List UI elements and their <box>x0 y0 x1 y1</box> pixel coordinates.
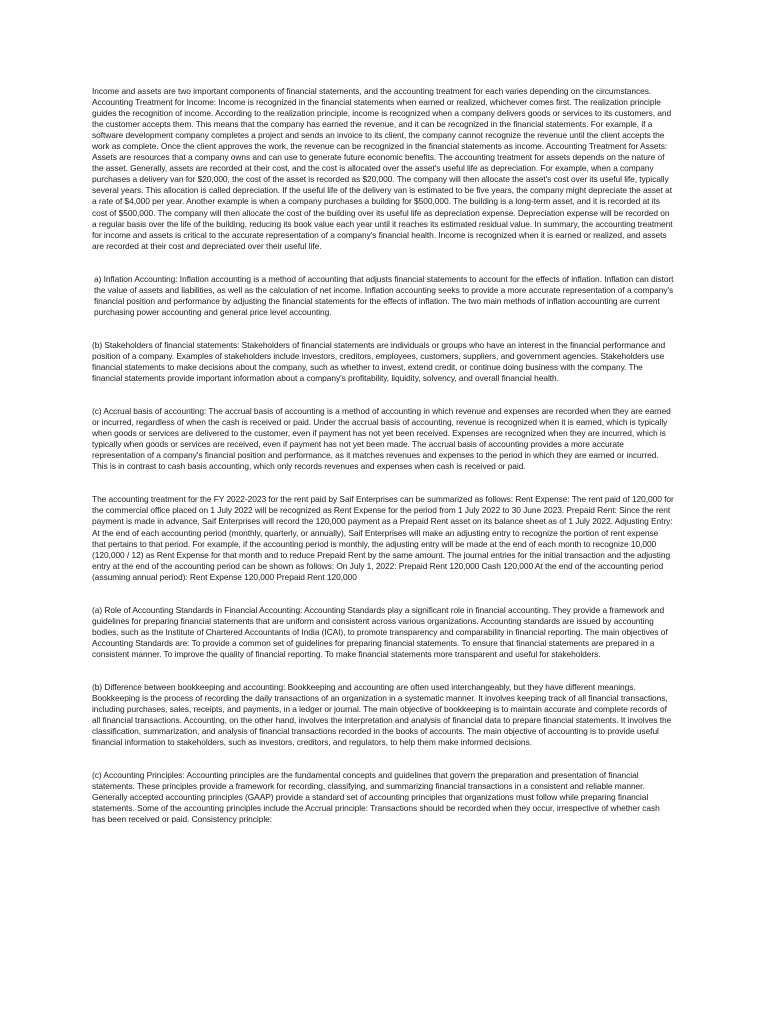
paragraph-accounting-standards: (a) Role of Accounting Standards in Financial Accounting: Accounting Standards play a significant role in financial accounting. They provide a framework and guidelines for preparing financial statements that are uniform and consistent across various organizations. Accounting standards are issued by accounting bodies, such as the Institute of Chartered Accountants of India (ICAI), to promote transparency and comparability in financial reporting. The main objectives of Accounting Standards are: To provide a common set of guidelines for preparing financial statements. To ensure that financial statements are prepared in a consistent manner. To improve the quality of financial reporting. To make financial statements more transparent and useful for stakeholders. <box>92 604 668 659</box>
paragraph-accounting-principles: (c) Accounting Principles: Accounting principles are the fundamental concepts and guidelines that govern the preparation and presentation of financial statements. These principles provide a framework for recording, classifying, and summarizing financial transactions in a consistent and reliable manner. Generally accepted accounting principles (GAAP) provide a standard set of accounting principles that organizations must follow while preparing financial statements. Some of the accounting principles include the Accrual principle: Transactions should be recorded when they occur, irrespective of whether cash has been received or paid. Consistency principle: <box>92 770 660 825</box>
paragraph-accrual-basis: (c) Accrual basis of accounting: The accrual basis of accounting is a method of accounting in which revenue and expenses are recorded when they are earned or incurred, regardless of when the cash is received or paid. Under the accrual basis of accounting, revenue is recognized when it is earned, which is typically when goods or services are delivered to the customer, even if payment has not yet been received. Expenses are recognized when they are incurred, which is typically when goods or services are received, even if payment has not yet been made. The accrual basis of accounting provides a more accurate representation of a company's financial position and performance, as it matches revenues and expenses to the period in which they are earned or incurred. This is in contrast to cash basis accounting, which only records revenues and expenses when cash is received or paid. <box>92 406 671 472</box>
paragraph-inflation-accounting: a) Inflation Accounting: Inflation accounting is a method of accounting that adjusts financial statements to account for the effects of inflation. Inflation can distort the value of assets and liabilities, as well as the calculation of net income. Inflation accounting seeks to provide a more accurate representation of a company's financial position and performance by adjusting the financial statements for the effects of inflation. The two main methods of inflation accounting are current purchasing power accounting and general price level accounting. <box>94 273 674 317</box>
document-page <box>92 86 674 847</box>
paragraph-stakeholders: (b) Stakeholders of financial statements: Stakeholders of financial statements are individuals or groups who have an interest in the financial performance and position of a company. Examples of stakeholders include investors, creditors, employees, customers, suppliers, and government agencies. Stakeholders use financial statements to make decisions about the company, such as whether to invest, extend credit, or continue doing business with the company. The financial statements provide important information about a company's profitability, liquidity, solvency, and overall financial health. <box>92 339 666 384</box>
paragraph-income-and-assets: Income and assets are two important components of financial statements, and the accounting treatment for each varies depending on the circumstances. Accounting Treatment for Income: Income is recognized in the financial statements when earned or realized, whichever comes first. The realization principle guides the recognition of income. According to the realization principle, income is recognized when a company delivers goods or services to its customers, and the customer accepts them. This means that the company has earned the revenue, and it can be recognized in the financial statements. For example, if a software development company completes a project and sends an invoice to its client, the company cannot recognize the revenue until the client accepts the work as complete. Once the client approves the work, the revenue can be recognized in the financial statements as income. Accounting Treatment for Assets: Assets are resources that a company owns and can use to generate future economic benefits. The accounting treatment for assets depends on the nature of the asset. Generally, assets are recorded at their cost, and the cost is allocated over the asset's useful life as depreciation. For example, when a company purchases a delivery van for $20,000, the cost of the asset is recorded as $20,000. The company will then allocate the asset's cost over its useful life, typically several years. This allocation is called depreciation. If the useful life of the delivery van is estimated to be five years, the company might depreciate the asset at a rate of $4,000 per year. Another example is when a company purchases a building for $500,000. The building is a long-term asset, and it is recorded at its cost of $500,000. The company will then allocate the cost of the building over its useful life as depreciation expense. Depreciation expense will be recorded on a regular basis over the life of the building, reducing its book value each year until it reaches its estimated residual value. In summary, the accounting treatment for income and assets is critical to the accurate representation of a company's financial health. Income is recognized when it is earned or realized, and assets are recorded at their cost and depreciated over their useful life. <box>92 86 673 251</box>
paragraph-rent-treatment: The accounting treatment for the FY 2022-2023 for the rent paid by Saif Enterprises can be summarized as follows: Rent Expense: The rent paid of 120,000 for the commercial office placed on 1 July 2022 will be recognized as Rent Expense for the period from 1 July 2022 to 30 June 2023. Prepaid Rent: Since the rent payment is made in advance, Saif Enterprises will record the 120,000 payment as a Prepaid Rent asset on its balance sheet as of 1 July 2022. Adjusting Entry: At the end of each accounting period (monthly, quarterly, or annually), Saif Enterprises will make an adjusting entry to recognize the portion of rent expense that pertains to that period. For example, if the accounting period is monthly, the adjusting entry will be made at the end of each month to recognize 10,000 (120,000 / 12) as Rent Expense for that month and to reduce Prepaid Rent by the same amount. The journal entries for the initial transaction and the adjusting entry at the end of the accounting period can be shown as follows: On July 1, 2022: Prepaid Rent 120,000 Cash 120,000 At the end of the accounting period (assuming annual period): Rent Expense 120,000 Prepaid Rent 120,000 <box>92 494 674 582</box>
paragraph-bookkeeping-vs-accounting: (b) Difference between bookkeeping and accounting: Bookkeeping and accounting are often used interchangeably, but they have different meanings. Bookkeeping is the process of recording the daily transactions of an organization in a systematic manner. It involves keeping track of all financial transactions, including purchases, sales, receipts, and payments, in a ledger or journal. The main objective of bookkeeping is to maintain accurate and complete records of all financial transactions. Accounting, on the other hand, involves the interpretation and analysis of financial data to prepare financial statements. It involves the classification, summarization, and analysis of financial transactions recorded in the books of accounts. The main objective of accounting is to provide useful financial information to stakeholders, such as investors, creditors, and regulators, to help them make informed decisions. <box>92 681 672 748</box>
